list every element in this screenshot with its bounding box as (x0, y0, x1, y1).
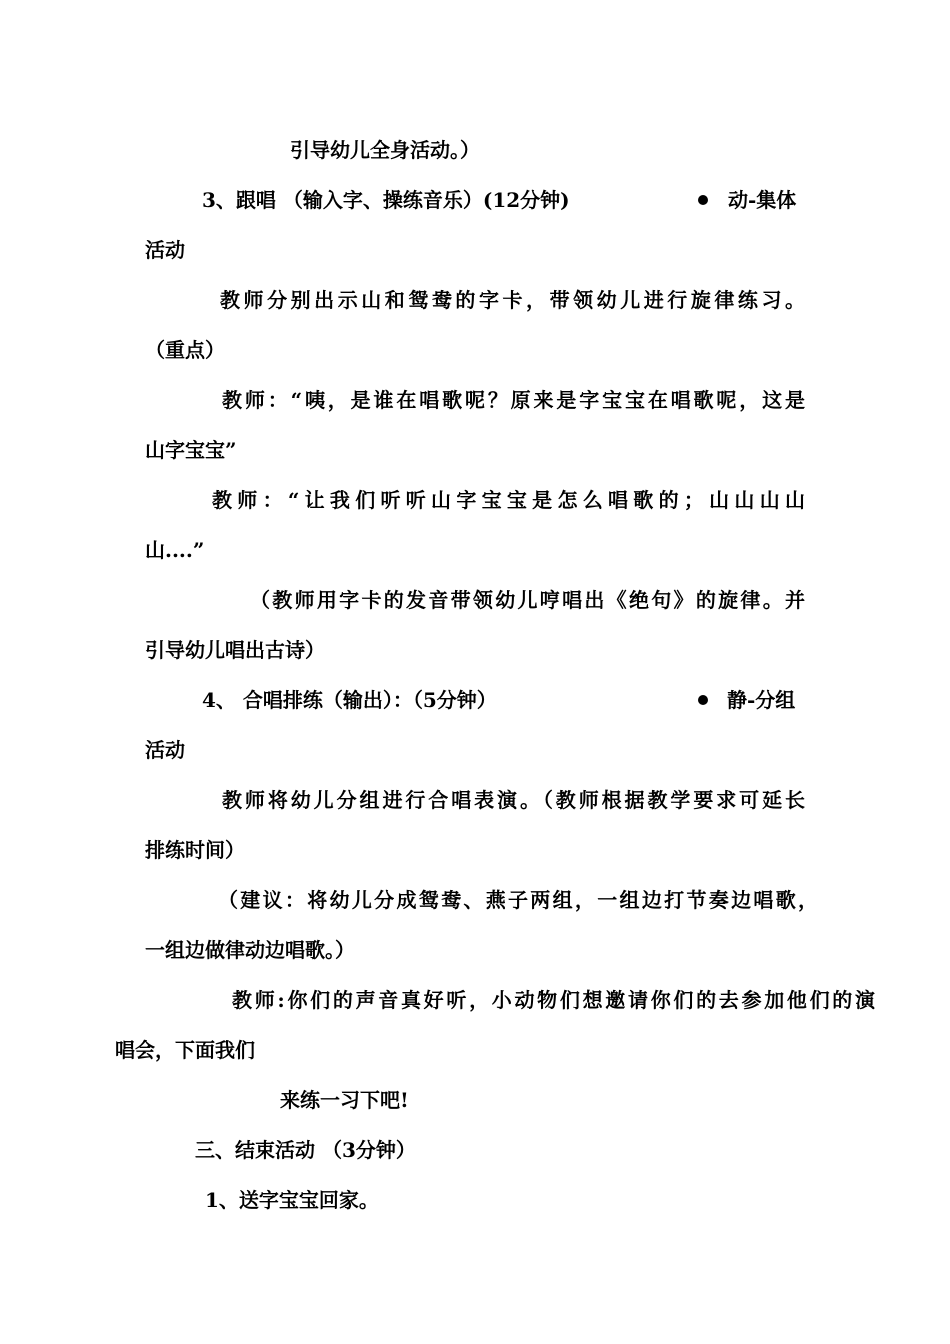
text-line: 活动 (145, 238, 185, 262)
text-line: 引导幼儿全身活动。） (290, 138, 480, 162)
text-line: 唱会，下面我们 (115, 1038, 255, 1062)
text-line: 活动 (145, 738, 185, 762)
text-line: 教师：“让我们听听山字宝宝是怎么唱歌的；山山山山 (212, 488, 805, 512)
text-line: 教师分别出示山和鸳鸯的字卡，带领幼儿进行旋律练习。 (220, 288, 805, 312)
text-line: 教师：“咦，是谁在唱歌呢？原来是字宝宝在唱歌呢，这是 (222, 388, 805, 412)
text-line: （重点） (145, 338, 225, 362)
text-line: 山字宝宝” (145, 438, 237, 462)
text-line: 引导幼儿唱出古诗） (145, 638, 325, 662)
section-heading-4: 4、 合唱排练（输出）：（5分钟） (202, 688, 497, 712)
text-line: 教师:你们的声音真好听，小动物们想邀请你们的去参加他们的演 (232, 988, 875, 1012)
text-line: 山....” (145, 538, 205, 562)
activity-type: 静-分组 (727, 688, 796, 712)
text-line: 来练一习下吧! (280, 1088, 409, 1112)
text-line: 1、送字宝宝回家。 (205, 1188, 379, 1212)
text-line: 教师将幼儿分组进行合唱表演。（教师根据教学要求可延长 (222, 788, 805, 812)
bullet-icon (698, 195, 708, 205)
bullet-icon (698, 695, 708, 705)
text-line: 一组边做律动边唱歌。） (145, 938, 355, 962)
section-heading-3: 3、跟唱 （输入字、操练音乐）(12分钟) (202, 188, 570, 212)
section-heading-closing: 三、结束活动 （3分钟） (195, 1138, 416, 1162)
text-line: 排练时间） (145, 838, 245, 862)
text-line: （建议：将幼儿分成鸳鸯、燕子两组，一组边打节奏边唱歌， (218, 888, 818, 912)
text-line: （教师用字卡的发音带领幼儿哼唱出《绝句》的旋律。并 (250, 588, 805, 612)
activity-type: 动-集体 (728, 188, 797, 212)
